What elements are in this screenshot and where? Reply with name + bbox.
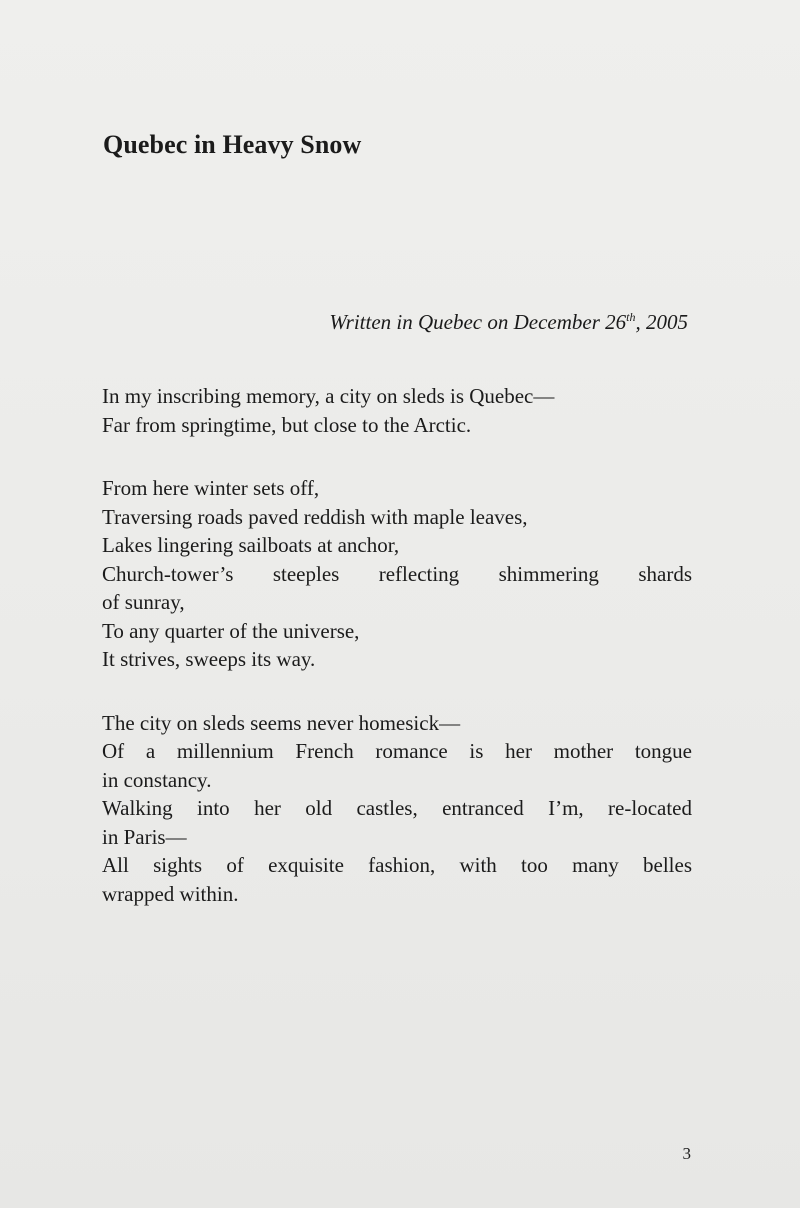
poem-line: The city on sleds seems never homesick— xyxy=(102,710,461,735)
poem-title: Quebec in Heavy Snow xyxy=(103,130,362,159)
poem-line: From here winter sets off, xyxy=(102,476,320,500)
poem-line: Traversing roads paved reddish with maple leaves, xyxy=(102,504,528,529)
poem-line: Church-tower’s steeples reflecting shimmering shards xyxy=(102,561,692,586)
poem-line: In my inscribing memory, a city on sleds is Quebec— xyxy=(102,384,555,408)
poem-line: Of a millennium French romance is her mother tongue xyxy=(102,739,692,763)
dedication-text: Written in Quebec on December 26 xyxy=(329,310,627,334)
dedication-year: , 2005 xyxy=(635,310,688,334)
poem-line: of sunray, xyxy=(102,590,185,614)
poem-line: Walking into her old castles, entranced I’m, re-located xyxy=(102,796,692,820)
poem-line: All sights of exquisite fashion, with too many belles xyxy=(102,853,692,877)
stanza-2 xyxy=(102,474,692,674)
dedication-ordinal: th xyxy=(626,310,636,324)
poem-line: in Paris— xyxy=(102,824,187,849)
poem-line: To any quarter of the universe, xyxy=(102,618,360,643)
poem-line: in constancy. xyxy=(102,767,212,792)
page-number: 3 xyxy=(682,1144,691,1163)
poem-body xyxy=(102,382,692,943)
poem-line: wrapped within. xyxy=(102,881,239,906)
poem-line: Far from springtime, but close to the Arctic. xyxy=(102,412,472,437)
poem-line: It strives, sweeps its way. xyxy=(102,647,316,671)
poem-dedication xyxy=(329,310,688,335)
stanza-3 xyxy=(102,709,692,909)
poem-line: Lakes lingering sailboats at anchor, xyxy=(102,533,400,557)
stanza-1 xyxy=(102,382,692,439)
